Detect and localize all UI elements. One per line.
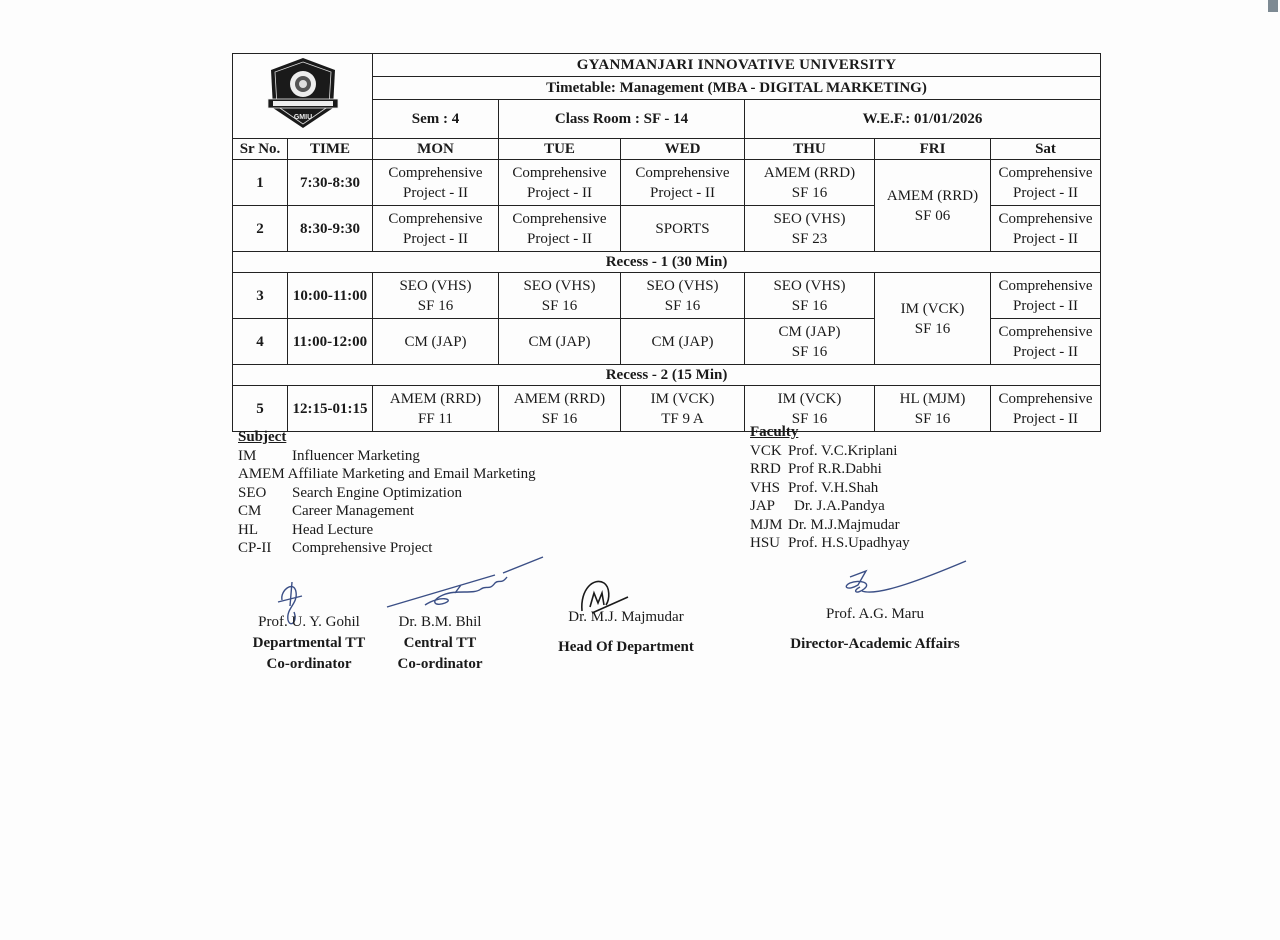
- subject-item: [238, 484, 536, 503]
- cell-line: Project - II: [650, 184, 715, 201]
- timetable-title: Timetable: Management (MBA - DIGITAL MARKETING): [373, 77, 1101, 100]
- cell-mon: [373, 160, 499, 206]
- cell-line: Comprehensive: [998, 164, 1093, 181]
- recess-row: [233, 252, 1101, 273]
- faculty-code: JAP: [750, 498, 776, 514]
- cell-line: AMEM (RRD): [513, 390, 606, 407]
- cell-line: SF 16: [791, 297, 828, 314]
- table-row: [233, 273, 1101, 319]
- signature-maru: [838, 557, 968, 607]
- cell-line: SEO (VHS): [646, 277, 719, 294]
- cell-tue: [499, 206, 621, 252]
- subject-name: Influencer Marketing: [292, 447, 420, 464]
- sr-no: 2: [233, 206, 288, 252]
- subject-name: Affiliate Marketing and Email Marketing: [287, 466, 536, 482]
- cell-line: SF 16: [541, 410, 578, 427]
- col-header-time: TIME: [288, 139, 373, 160]
- cell-line: SEO (VHS): [773, 210, 846, 227]
- cell-line: SF 16: [791, 343, 828, 360]
- subject-name: Comprehensive Project: [292, 540, 433, 556]
- sr-no: 1: [233, 160, 288, 206]
- cell-line: SEO (VHS): [523, 277, 596, 294]
- faculty-legend: [750, 423, 910, 553]
- faculty-name: Prof. H.S.Upadhyay: [788, 535, 910, 551]
- recess-row: [233, 365, 1101, 386]
- signatory-role: Departmental TT: [252, 635, 366, 651]
- cell-thu: [745, 206, 875, 252]
- cell-line: Comprehensive: [388, 210, 483, 227]
- faculty-item: [750, 516, 910, 535]
- cell-sat: [991, 160, 1101, 206]
- faculty-name: Prof R.R.Dabhi: [788, 461, 882, 477]
- cell-line: Project - II: [1013, 184, 1079, 201]
- cell-wed: [621, 160, 745, 206]
- cell-tue: [499, 386, 621, 432]
- col-header-mon: MON: [373, 139, 499, 160]
- cell-thu: [745, 273, 875, 319]
- cell-line: Project - II: [1013, 297, 1079, 314]
- cell-line: AMEM (RRD): [763, 164, 856, 181]
- university-logo: [265, 56, 341, 130]
- cell-line: Comprehensive: [998, 390, 1093, 407]
- cell-tue: [499, 273, 621, 319]
- cell-line: IM (VCK): [900, 300, 965, 317]
- cell-line: SF 16: [664, 297, 701, 314]
- cell-line: SF 16: [914, 320, 951, 337]
- signatory-role: Co-ordinator: [397, 656, 483, 672]
- faculty-code: MJM: [750, 516, 783, 533]
- cell-line: SF 16: [417, 297, 454, 314]
- cell-line: FF 11: [418, 410, 453, 427]
- col-header-thu: THU: [745, 139, 875, 160]
- cell-sat: [991, 386, 1101, 432]
- subject-code: AMEM: [238, 466, 285, 482]
- cell-mon: [373, 319, 499, 365]
- cell-tue: [499, 319, 621, 365]
- faculty-name: Prof. V.C.Kriplani: [788, 442, 898, 459]
- signatory-role: Central TT: [403, 635, 477, 651]
- recess-1-label: Recess - 1 (30 Min): [233, 252, 1101, 273]
- faculty-item: [750, 497, 910, 516]
- faculty-code: VCK: [750, 442, 782, 459]
- cell-line: SEO (VHS): [399, 277, 472, 294]
- subject-code: HL: [238, 521, 258, 538]
- timetable: [232, 53, 1101, 432]
- classroom-label: Class Room : SF - 14: [499, 100, 745, 139]
- table-row: [233, 386, 1101, 432]
- cell-line: Comprehensive: [998, 277, 1093, 294]
- cell-mon: [373, 206, 499, 252]
- cell-line: Comprehensive: [998, 210, 1093, 227]
- time-slot: 11:00-12:00: [288, 319, 373, 365]
- cell-line: SF 16: [541, 297, 578, 314]
- subject-code: IM: [238, 447, 257, 464]
- column-headers: [233, 139, 1101, 160]
- faculty-item: [750, 534, 910, 553]
- cell-line: Project - II: [1013, 410, 1079, 427]
- cell-line: HL (MJM): [899, 390, 966, 407]
- cell-fri-merged: [875, 273, 991, 365]
- cell-line: AMEM (RRD): [886, 187, 979, 204]
- cell-line: Project - II: [1013, 230, 1079, 247]
- wef-date: W.E.F.: 01/01/2026: [745, 100, 1101, 139]
- cell-line: SF 16: [914, 410, 951, 427]
- signatory-name: Prof. A.G. Maru: [826, 606, 924, 622]
- subject-heading: Subject: [238, 429, 287, 445]
- faculty-code: RRD: [750, 461, 781, 477]
- subject-legend: [238, 428, 536, 558]
- time-slot: 7:30-8:30: [288, 160, 373, 206]
- cell-tue: [499, 160, 621, 206]
- cell-line: Project - II: [1013, 343, 1079, 360]
- time-slot: 10:00-11:00: [288, 273, 373, 319]
- cell-thu: [745, 160, 875, 206]
- cell-line: CM (JAP): [651, 333, 714, 350]
- sr-no: 3: [233, 273, 288, 319]
- signatory-name: Dr. M.J. Majmudar: [568, 609, 684, 625]
- recess-2-label: Recess - 2 (15 Min): [233, 365, 1101, 386]
- faculty-item: [750, 460, 910, 479]
- signatory-role: Co-ordinator: [266, 656, 352, 672]
- faculty-name: Dr. M.J.Majmudar: [788, 516, 900, 533]
- faculty-code: HSU: [750, 535, 781, 551]
- cell-line: Comprehensive: [635, 164, 730, 181]
- cell-wed: [621, 206, 745, 252]
- faculty-name: Prof. V.H.Shah: [788, 479, 879, 496]
- subject-name: Search Engine Optimization: [292, 484, 462, 501]
- subject-name: Career Management: [292, 503, 415, 519]
- faculty-item: [750, 442, 910, 461]
- cell-line: Comprehensive: [998, 323, 1093, 340]
- cell-sat: [991, 206, 1101, 252]
- cell-wed: [621, 273, 745, 319]
- subject-code: CP-II: [238, 540, 272, 556]
- signatory-role: Head Of Department: [558, 639, 694, 655]
- cell-line: SF 16: [791, 410, 828, 427]
- signatory-hod: [546, 607, 706, 658]
- cell-line: SF 16: [791, 184, 828, 201]
- faculty-code: VHS: [750, 479, 781, 496]
- cell-line: Comprehensive: [388, 164, 483, 181]
- faculty-item: [750, 479, 910, 498]
- subject-item: [238, 502, 536, 521]
- time-slot: 8:30-9:30: [288, 206, 373, 252]
- signatory-name: Prof. U. Y. Gohil: [258, 614, 360, 630]
- scan-edge-mark: [1268, 0, 1278, 12]
- cell-sat: [991, 273, 1101, 319]
- col-header-sat: Sat: [991, 139, 1101, 160]
- cell-line: SF 23: [791, 230, 828, 247]
- subject-code: SEO: [238, 484, 267, 501]
- col-header-tue: TUE: [499, 139, 621, 160]
- semester-label: Sem : 4: [373, 100, 499, 139]
- cell-mon: [373, 273, 499, 319]
- cell-mon: [373, 386, 499, 432]
- cell-sat: [991, 319, 1101, 365]
- cell-line: IM (VCK): [777, 390, 842, 407]
- faculty-heading: Faculty: [750, 424, 799, 440]
- time-slot: 12:15-01:15: [288, 386, 373, 432]
- cell-wed: [621, 319, 745, 365]
- subject-name: Head Lecture: [292, 521, 374, 538]
- col-header-wed: WED: [621, 139, 745, 160]
- cell-line: CM (JAP): [528, 333, 591, 350]
- cell-line: SEO (VHS): [773, 277, 846, 294]
- cell-wed: [621, 386, 745, 432]
- cell-line: TF 9 A: [661, 410, 704, 427]
- sr-no: 4: [233, 319, 288, 365]
- signature-bhil: [385, 555, 545, 615]
- col-header-fri: FRI: [875, 139, 991, 160]
- cell-line: CM (JAP): [404, 333, 467, 350]
- logo-cell: [233, 54, 373, 139]
- signatory-director: [770, 604, 980, 655]
- subject-code: CM: [238, 503, 262, 519]
- signatory-departmental: [244, 612, 374, 675]
- signatory-central: [380, 612, 500, 675]
- cell-line: IM (VCK): [650, 390, 715, 407]
- cell-line: SF 06: [914, 207, 951, 224]
- cell-line: Comprehensive: [512, 210, 607, 227]
- subject-item: [238, 447, 536, 466]
- cell-line: Project - II: [403, 184, 468, 201]
- subject-item: [238, 521, 536, 540]
- cell-line: Project - II: [527, 184, 592, 201]
- cell-fri-merged: [875, 160, 991, 252]
- cell-line: Comprehensive: [512, 164, 607, 181]
- cell-thu: [745, 319, 875, 365]
- signatory-name: Dr. B.M. Bhil: [398, 614, 482, 630]
- cell-line: AMEM (RRD): [389, 390, 482, 407]
- subject-item: [238, 465, 536, 484]
- cell-line: Project - II: [527, 230, 592, 247]
- sr-no: 5: [233, 386, 288, 432]
- university-title: GYANMANJARI INNOVATIVE UNIVERSITY: [373, 54, 1101, 77]
- cell-line: CM (JAP): [778, 323, 841, 340]
- faculty-name: Dr. J.A.Pandya: [794, 498, 885, 514]
- svg-text:GMIU: GMIU: [293, 114, 312, 121]
- cell-line: Project - II: [403, 230, 468, 247]
- col-header-sr: Sr No.: [233, 139, 288, 160]
- table-row: [233, 160, 1101, 206]
- signatory-role: Director-Academic Affairs: [790, 636, 960, 652]
- cell-line: SPORTS: [655, 220, 710, 237]
